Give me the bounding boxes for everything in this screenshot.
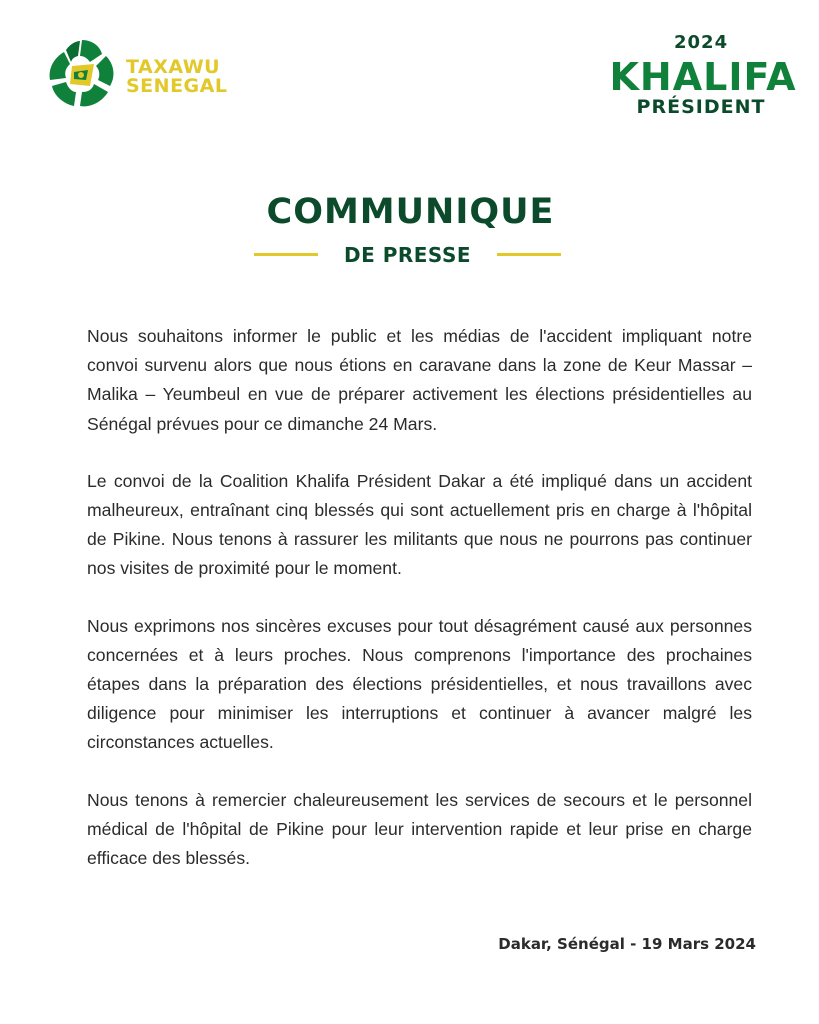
khalifa-name-text: KHALIFA [609,55,797,99]
press-release-body [87,322,752,901]
taxawu-senegal-logo [44,36,244,112]
paragraph-3: Nous exprimons nos sincères excuses pour tout désagrément causé aux personnes concernées et à leurs proches. Nous comprenons l'importance des prochaines étapes dans la préparation des élections présidentielles, et nous travaillons avec diligence pour minimiser les interruptions et continuer à avancer malgré les circonstances actuelles. [87,615,752,753]
paragraph-1: Nous souhaitons informer le public et les médias de l'accident impliquant notre convoi survenu alors que nous étions en caravane dans la zone de Keur Massar – Malika – Yeumbeul en vue de préparer activement les élections présidentielles au Sénégal prévues pour ce dimanche 24 Mars. [87,326,752,434]
page-title: COMMUNIQUE [266,192,555,232]
logo-year: 2024 [674,32,729,53]
paragraph-2: Le convoi de la Coalition Khalifa Président Dakar a été impliqué dans un accident malheureux, entraînant cinq blessés qui sont actuellement pris en charge à l'hôpital de Pikine. Nous tenons à rassurer les militants que nous ne pourrons pas continuer nos visites de proximité pour le moment. [87,470,752,579]
subtitle-rule-left [254,253,318,256]
paragraph-4: Nous tenons à remercier chaleureusement les services de secours et le personnel médical de l'hôpital de Pikine pour leur intervention rapide et leur prise en charge efficace des blessés. [87,789,752,869]
subtitle-row [0,240,819,270]
taxawu-line: TAXAWU [126,56,221,78]
taxawu-wordmark [126,58,227,96]
press-release-title [0,188,819,270]
page-subtitle: DE PRESSE [343,243,472,267]
khalifa-president-logo [609,32,797,120]
taxawu-emblem-icon [44,36,120,112]
signature-date-line: Dakar, Sénégal - 19 Mars 2024 [498,935,756,953]
senegal-line: SENEGAL [126,75,228,97]
khalifa-wordmark [609,52,797,99]
subtitle-rule-right [497,253,561,256]
logo-role: PRÉSIDENT [636,96,766,118]
